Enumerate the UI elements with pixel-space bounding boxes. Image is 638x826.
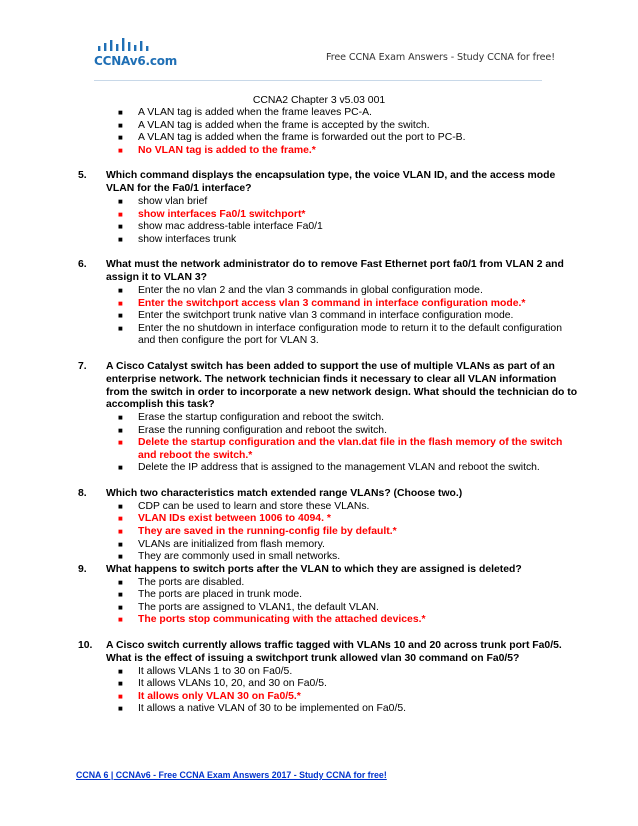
bullet-icon: ■ — [118, 552, 123, 562]
answer-text: show mac address-table interface Fa0/1 — [138, 221, 323, 233]
answer-option — [0, 285, 638, 298]
answer-option — [0, 577, 638, 590]
bullet-icon: ■ — [118, 590, 123, 600]
question-text: What happens to switch ports after the VLAN to which they are assigned is deleted? — [106, 563, 522, 575]
answer-option — [0, 703, 638, 716]
answer-option — [0, 602, 638, 615]
answer-option — [0, 412, 638, 425]
answer-option — [0, 107, 638, 120]
bullet-icon: ■ — [118, 425, 123, 435]
answer-option — [0, 425, 638, 438]
answer-text: CDP can be used to learn and store these VLANs. — [138, 500, 370, 512]
bullet-icon: ■ — [118, 108, 123, 117]
bullet-icon: ■ — [118, 704, 123, 714]
bullet-icon: ■ — [118, 133, 123, 143]
question-text: A Cisco switch currently allows traffic tagged with VLANs 10 and 20 across trunk port Fa0/5. What is the effect of issuing a switchport trunk allowed vlan 30 command on Fa0/5? — [106, 640, 562, 664]
answer-text: The ports are disabled. — [138, 576, 245, 588]
answer-option-correct — [0, 513, 638, 526]
bullet-icon: ■ — [118, 196, 123, 206]
answer-text: It allows only VLAN 30 on Fa0/5.* — [138, 690, 301, 702]
answer-text: It allows VLANs 1 to 30 on Fa0/5. — [138, 665, 293, 677]
bullet-icon: ■ — [118, 463, 123, 473]
bullet-icon: ■ — [118, 438, 123, 448]
question-number: 7. — [78, 360, 87, 372]
bullet-icon: ■ — [118, 234, 123, 244]
answer-option — [0, 234, 638, 247]
answer-text: It allows a native VLAN of 30 to be implemented on Fa0/5. — [138, 703, 407, 715]
question-10 — [0, 640, 638, 666]
answer-option — [0, 678, 638, 691]
bullet-icon: ■ — [118, 679, 123, 689]
answer-option-correct — [0, 437, 638, 462]
bullet-icon: ■ — [118, 209, 123, 219]
answer-text: A VLAN tag is added when the frame is forwarded out the port to PC-B. — [138, 132, 466, 144]
question-number: 10. — [78, 640, 93, 651]
answer-text: Delete the IP address that is assigned to the management VLAN and reboot the switch. — [138, 462, 540, 474]
page-header — [0, 0, 638, 84]
answer-option — [0, 539, 638, 552]
answer-text: show interfaces trunk — [138, 233, 237, 245]
answer-text: Erase the running configuration and reboot the switch. — [138, 424, 387, 436]
bullet-icon: ■ — [118, 311, 123, 321]
document-title: CCNA2 Chapter 3 v5.03 001 — [252, 95, 386, 106]
question-9 — [0, 564, 638, 577]
signal-bars-icon — [96, 38, 162, 52]
answer-text: Enter the switchport trunk native vlan 3 command in interface configuration mode. — [138, 310, 514, 322]
answer-option — [0, 221, 638, 234]
bullet-icon: ■ — [118, 691, 123, 701]
answer-option — [0, 310, 638, 323]
answer-text: show interfaces Fa0/1 switchport* — [138, 208, 306, 220]
question-7 — [0, 361, 638, 412]
answer-text: They are saved in the running-config file by default.* — [138, 526, 397, 538]
answer-text: The ports are placed in trunk mode. — [138, 589, 303, 601]
bullet-icon: ■ — [118, 413, 123, 423]
answer-text: Erase the startup configuration and reboot the switch. — [138, 412, 385, 424]
bullet-icon: ■ — [118, 514, 123, 524]
footer-link[interactable]: CCNA 6 | CCNAv6 - Free CCNA Exam Answers 2017 - Study CCNA for free! — [76, 770, 387, 780]
bullet-icon: ■ — [118, 527, 123, 537]
question-text: A Cisco Catalyst switch has been added to support the use of multiple VLANs as part of an enterprise network. The network technician finds it necessary to clear all VLAN information from the switch in order to incorporate a new network design. What should the technician do to accomplish this task? — [106, 360, 578, 411]
answer-option — [0, 462, 638, 475]
question-number: 5. — [78, 170, 87, 182]
answer-text: Enter the switchport access vlan 3 command in interface configuration mode.* — [138, 297, 526, 309]
answer-option — [0, 551, 638, 564]
answer-text: show vlan brief — [138, 195, 208, 207]
question-8 — [0, 488, 638, 501]
answer-option — [0, 323, 638, 348]
answer-text: Enter the no vlan 2 and the vlan 3 commands in global configuration mode. — [138, 284, 483, 296]
answer-option — [0, 666, 638, 679]
header-divider — [94, 80, 542, 81]
answer-text: Delete the startup configuration and the vlan.dat file in the flash memory of the switch and reboot the switch.* — [138, 437, 563, 461]
answer-text: VLAN IDs exist between 1006 to 4094. * — [138, 513, 331, 525]
bullet-icon: ■ — [118, 222, 123, 232]
answer-text: It allows VLANs 10, 20, and 30 on Fa0/5. — [138, 678, 327, 690]
bullet-icon: ■ — [118, 145, 123, 155]
question-number: 9. — [78, 563, 87, 575]
answer-text: The ports are assigned to VLAN1, the default VLAN. — [138, 601, 379, 613]
question-text: Which command displays the encapsulation type, the voice VLAN ID, and the access mode VLAN for the Fa0/1 interface? — [106, 170, 556, 195]
answer-option — [0, 196, 638, 209]
answer-option-correct — [0, 145, 638, 158]
bullet-icon: ■ — [118, 539, 123, 549]
question-5 — [0, 170, 638, 196]
question-6 — [0, 259, 638, 285]
question-number: 6. — [78, 259, 87, 271]
answer-option-correct — [0, 209, 638, 222]
site-logo[interactable] — [94, 38, 178, 72]
bullet-icon: ■ — [118, 120, 123, 130]
bullet-icon: ■ — [118, 323, 123, 333]
question-text: Which two characteristics match extended range VLANs? (Choose two.) — [106, 488, 463, 500]
document-content — [0, 107, 638, 716]
answer-option — [0, 132, 638, 145]
question-number: 8. — [78, 488, 87, 500]
answer-text: A VLAN tag is added when the frame is accepted by the switch. — [138, 119, 430, 131]
answer-text: Enter the no shutdown in interface configuration mode to return it to the default configuration and then configure the port for VLAN 3. — [138, 322, 562, 347]
answer-text: The ports stop communicating with the attached devices.* — [138, 614, 426, 626]
answer-text: VLANs are initialized from flash memory. — [138, 538, 325, 550]
bullet-icon: ■ — [118, 501, 123, 511]
answer-text: No VLAN tag is added to the frame.* — [138, 144, 316, 156]
answer-option — [0, 501, 638, 514]
bullet-icon: ■ — [118, 298, 123, 308]
header-tagline: Free CCNA Exam Answers - Study CCNA for free! — [326, 52, 555, 63]
answer-text: They are commonly used in small networks. — [138, 551, 341, 563]
logo-text: CCNAv6.com — [94, 54, 178, 68]
bullet-icon: ■ — [118, 615, 123, 625]
answer-option — [0, 120, 638, 133]
bullet-icon: ■ — [118, 577, 123, 587]
answer-option-correct — [0, 526, 638, 539]
bullet-icon: ■ — [118, 602, 123, 612]
answer-option — [0, 589, 638, 602]
bullet-icon: ■ — [118, 666, 123, 676]
answer-option-correct — [0, 614, 638, 627]
answer-text: A VLAN tag is added when the frame leaves PC-A. — [138, 107, 372, 118]
bullet-icon: ■ — [118, 285, 123, 295]
answer-option-correct — [0, 298, 638, 311]
answer-option-correct — [0, 691, 638, 704]
question-text: What must the network administrator do to remove Fast Ethernet port fa0/1 from VLAN 2 and assign it to VLAN 3? — [106, 259, 564, 284]
